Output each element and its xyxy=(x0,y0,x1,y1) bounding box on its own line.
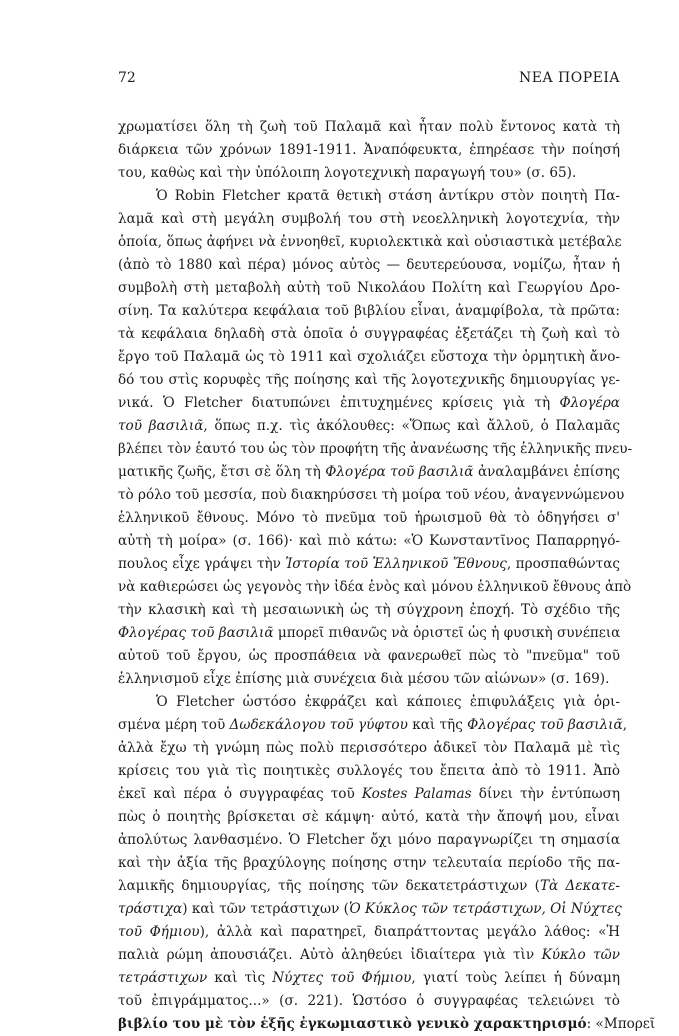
italic-title: τοῦ βασιλιᾶ xyxy=(118,418,204,434)
italic-title: Τὰ Δεκατε- xyxy=(539,878,621,894)
text-line: τοῦ ἐπιγράμματος...» (σ. 221). Ὡστόσο ὁ συγγραφέας τελειώνει τὸ xyxy=(118,993,620,1009)
text-line: νὰ καθιερώσει ὡς γεγονὸς τὴν ἰδέα ἑνὸς καὶ μόνου ἑλληνικοῦ ἔθνους ἀπὸ xyxy=(118,579,632,595)
text-line: βιβλίο του μὲ τὸν ἑξῆς ἐγκωμιαστικὸ γενικὸ χαρακτηρισμό: «Μπορεῖ xyxy=(118,1016,656,1032)
text-line: ἑλληνικοῦ ἔθνους. Μόνο τὸ πνεῦμα τοῦ ἡρωισμοῦ θὰ τὸ ὁδηγήσει σ' xyxy=(118,510,620,526)
text-line: σμένα μέρη τοῦ Δωδεκάλογου τοῦ γύφτου καὶ τῆς Φλογέρας τοῦ βασιλιᾶ, xyxy=(118,717,628,733)
text-line: λαμικῆς δημιουργίας, τῆς ποίησης τῶν δεκατετράστιχων (Τὰ Δεκατε- xyxy=(118,878,621,894)
running-head: ΝΕΑ ΠΟΡΕΙΑ xyxy=(519,70,620,86)
text-line: αὐτὴ τὴ μοίρα» (σ. 166)· καὶ πιὸ κάτω: «Ὁ Κωνσταντῖνος Παπαρρηγό- xyxy=(118,533,620,549)
text-line: τετράστιχων καὶ τὶς Νύχτες τοῦ Φήμιου, γιατί τοὺς λείπει ἡ δύναμη xyxy=(118,970,620,986)
text-line: δό του στὶς κορυφὲς τῆς ποίησης καὶ τῆς λογοτεχνικῆς δημιουργίας γε- xyxy=(118,372,620,388)
text-line: ἔργο τοῦ Παλαμᾶ ὡς τὸ 1911 καὶ σχολιάζει εὔστοχα τὴν ὁρμητικὴ ἄνο- xyxy=(118,349,620,365)
page-number: 72 xyxy=(118,70,136,86)
text-line: τοῦ Φήμιου), ἀλλὰ καὶ παρατηρεῖ, διαπράττοντας μεγάλο λάθος: «Ἡ xyxy=(118,924,620,940)
text-line: τράστιχα) καὶ τῶν τετράστιχων (Ὁ Κύκλος τῶν τετράστιχων, Οἱ Νύχτες xyxy=(118,901,622,917)
italic-title: Ὁ Κύκλος τῶν τετράστιχων, Οἱ Νύχτες xyxy=(349,901,622,917)
bold-phrase: βιβλίο του μὲ τὸν ἑξῆς ἐγκωμιαστικὸ γενικὸ χαρακτηρισμό xyxy=(118,1016,587,1032)
italic-title: Kostes Palamas xyxy=(361,786,472,802)
text-line: ὁποία, ὅπως ἀφήνει νὰ ἐννοηθεῖ, κυριολεκτικὰ καὶ οὐσιαστικὰ μετέβαλε xyxy=(118,234,622,250)
italic-title: Φλογέρας τοῦ βασιλιᾶ xyxy=(118,625,274,641)
italic-title: Δωδεκάλογου τοῦ γύφτου xyxy=(229,717,408,733)
text-line: ἐκεῖ καὶ πέρα ὁ συγγραφέας τοῦ Kostes Palamas δίνει τὴν ἐντύπωση xyxy=(118,786,620,802)
italic-title: τετράστιχων xyxy=(118,970,208,986)
italic-title: Κύκλο τῶν xyxy=(541,947,620,963)
text-line: Φλογέρας τοῦ βασιλιᾶ μπορεῖ πιθανῶς νὰ ὁριστεῖ ὡς ἡ φυσικὴ συνέπεια xyxy=(118,625,621,641)
italic-title: τοῦ Φήμιου xyxy=(118,924,200,940)
italic-title: Ἱστορία τοῦ Ἑλληνικοῦ Ἔθνους xyxy=(285,556,507,572)
italic-title: Φλογέρα τοῦ βασιλιᾶ xyxy=(325,464,474,480)
text-line: τὴν κλασικὴ καὶ τὴ μεσαιωνικὴ ὡς τὴ σύγχρονη ἐποχή. Τὸ σχέδιο τῆς xyxy=(118,602,620,618)
italic-title: Νύχτες τοῦ Φήμιου xyxy=(272,970,412,986)
text-line: πὼς ὁ ποιητὴς βρίσκεται σὲ κάμψη· αὐτό, κατὰ τὴν ἄποψή μου, εἶναι xyxy=(118,809,620,825)
text-line: ματικῆς ζωῆς, ἔτσι σὲ ὅλη τὴ Φλογέρα τοῦ βασιλιᾶ ἀναλαμβάνει ἐπίσης xyxy=(118,464,620,480)
paragraph-end-line: ἑλληνισμοῦ εἶχε ἐπίσης μιὰ συνέχεια διὰ μέσου τῶν αἰώνων» (σ. 169). xyxy=(118,671,610,687)
text-line: ἀλλὰ ἔχω τὴ γνώμη πὼς πολὺ περισσότερο ἀδικεῖ τὸν Παλαμᾶ μὲ τὶς xyxy=(118,740,620,756)
text-line: τὸ ρόλο τοῦ μεσσία, ποὺ διακηρύσσει τὴ μοίρα τοῦ νέου, ἀναγεννώμενου xyxy=(118,487,625,503)
text-line: παλιὰ ρώμη ἀπουσιάζει. Αὐτὸ ἀληθεύει ἰδιαίτερα γιὰ τὶν Κύκλο τῶν xyxy=(118,947,620,963)
page-header xyxy=(118,70,620,90)
text-line: ἀπολύτως λανθασμένο. Ὁ Fletcher ὄχι μόνο παραγνωρίζει τη σημασία xyxy=(118,832,620,848)
italic-title: Φλογέρας τοῦ βασιλιᾶ xyxy=(467,717,623,733)
italic-title: Φλογέρα xyxy=(559,395,620,411)
text-line: αὐτοῦ τοῦ ἔργου, ὡς προσπάθεια νὰ φανερωθεῖ πὼς τὸ "πνεῦμα" τοῦ xyxy=(118,648,620,664)
paragraph-end-line: του, καθὼς καὶ τὴν ὑπόλοιπη λογοτεχνικὴ παραγωγή του» (σ. 65). xyxy=(118,165,577,181)
text-line: πουλος εἶχε γράψει τὴν Ἱστορία τοῦ Ἑλληνικοῦ Ἔθνους, προσπαθώντας xyxy=(118,556,620,572)
text-line: τοῦ βασιλιᾶ, ὅπως π.χ. τὶς ἀκόλουθες: «Ὅπως καὶ ἄλλοῦ, ὁ Παλαμᾶς xyxy=(118,418,620,434)
paragraph-start-line: Ὁ Fletcher ὡστόσο ἐκφράζει καὶ κάποιες ἐπιφυλάξεις γιὰ ὁρι- xyxy=(156,694,620,710)
text-line: λαμᾶ καὶ στὴ μεγάλη συμβολή του στὴ νεοελληνικὴ λογοτεχνία, τὴν xyxy=(118,211,620,227)
text-line: καὶ τὴν ἀξία τῆς βραχύλογης ποίησης στην τελευταία περίοδο τῆς πα- xyxy=(118,855,620,871)
text-line: (ἀπὸ τὸ 1880 καὶ πέρα) μόνος αὐτὸς — δευτερεύουσα, νομίζω, ἦταν ἡ xyxy=(118,257,620,273)
text-line: χρωματίσει ὅλη τὴ ζωὴ τοῦ Παλαμᾶ καὶ ἦταν πολὺ ἔντονος κατὰ τὴ xyxy=(118,119,620,135)
italic-title: τράστιχα xyxy=(118,901,183,917)
text-line: συμβολὴ στὴ μεταβολὴ αὐτὴ τοῦ Νικολάου Πολίτη καὶ Γεωργίου Δρο- xyxy=(118,280,620,296)
text-line: διάρκεια τῶν χρόνων 1891-1911. Ἀναπόφευκτα, ἐπηρέασε τὴν ποίησή xyxy=(118,142,620,158)
body-text xyxy=(118,116,656,1036)
text-line: νικά. Ὁ Fletcher διατυπώνει ἐπιτυχημένες κρίσεις γιὰ τὴ Φλογέρα xyxy=(118,395,620,411)
text-line: τὰ κεφάλαια δηλαδὴ στὰ ὁποῖα ὁ συγγραφέας ἐξετάζει τὴ ζωὴ καὶ τὸ xyxy=(118,326,620,342)
text-line: βλέπει τὸν ἑαυτό του ὡς τὸν προφήτη τῆς ἀνανέωσης τῆς ἑλληνικῆς πνευ- xyxy=(118,441,633,457)
text-line: σίνη. Τα καλύτερα κεφάλαια τοῦ βιβλίου εἶναι, ἀναμφίβολα, τὰ πρῶτα: xyxy=(118,303,620,319)
text-line: κρίσεις του γιὰ τὶς ποιητικὲς συλλογές του ἔπειτα ἀπὸ τὸ 1911. Ἀπὸ xyxy=(118,763,620,779)
paragraph-start-line: Ὁ Robin Fletcher κρατᾶ θετικὴ στάση ἀντίκρυ στὸν ποιητὴ Πα- xyxy=(156,188,620,204)
